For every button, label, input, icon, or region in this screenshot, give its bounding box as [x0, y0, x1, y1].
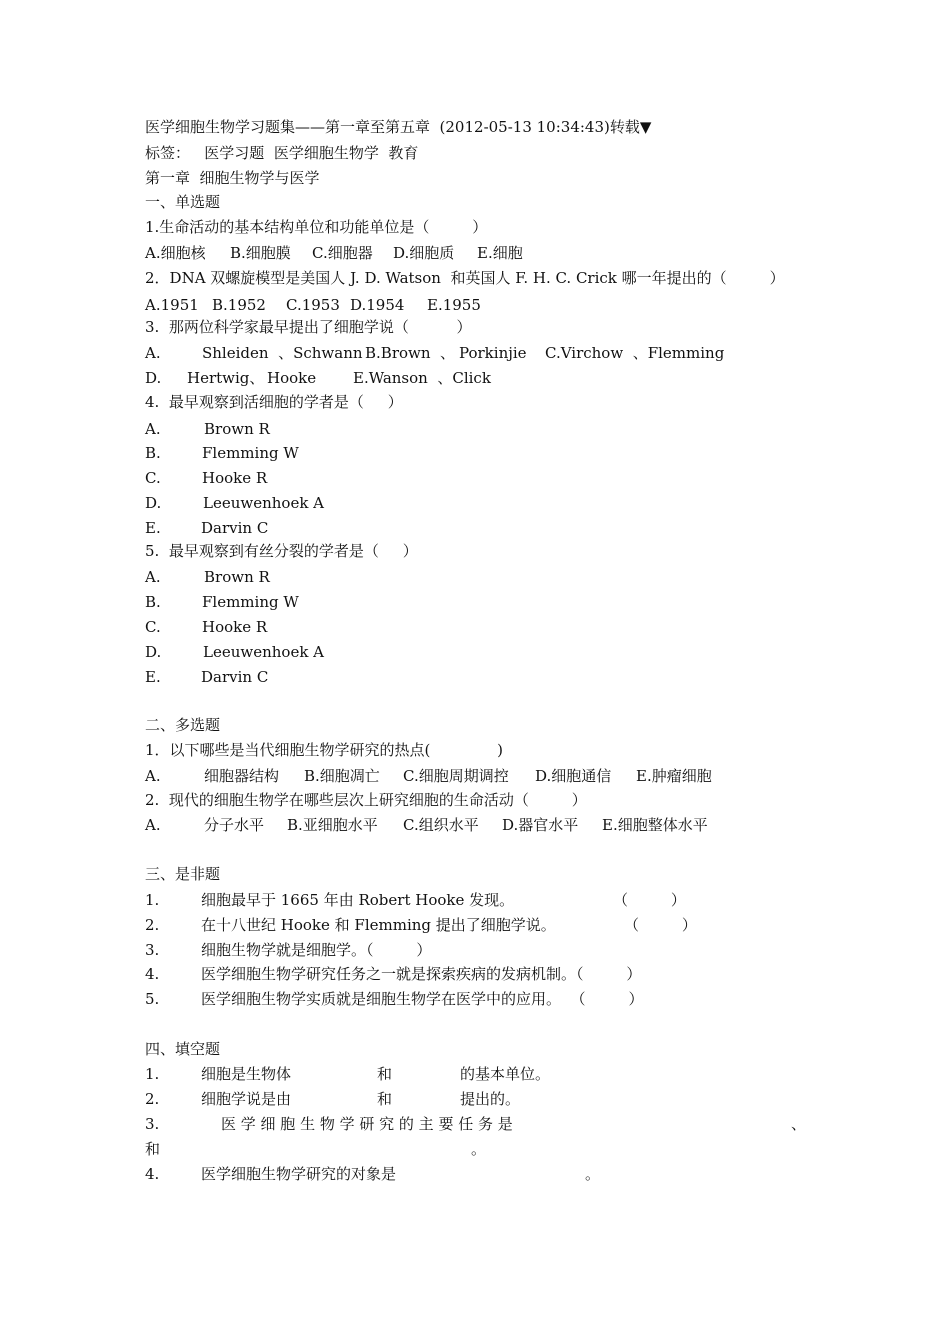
option: 分子水平 [204, 816, 265, 834]
item-text: 细胞是生物体 [201, 1065, 292, 1083]
option-row [145, 592, 545, 612]
fill-item [145, 1064, 845, 1084]
option-letter: E. [145, 668, 161, 686]
item-text: 医学细胞生物学研究的对象是 [201, 1165, 397, 1183]
option-text: Flemming W [202, 444, 299, 462]
item-text: 和 [145, 1140, 161, 1158]
item-text: 和 [377, 1065, 393, 1083]
item-number: 2. [145, 1090, 160, 1108]
option: D.细胞质 [393, 244, 455, 262]
option-letter: D. [145, 494, 162, 512]
option-text: Hooke R [202, 469, 268, 487]
option-row [145, 766, 845, 786]
option-letter: C. [145, 469, 161, 487]
option-row [145, 368, 845, 388]
answer-parens: （ ） [613, 891, 686, 909]
option-row [145, 295, 845, 315]
option-text: Brown R [204, 420, 270, 438]
fill-item [145, 1114, 815, 1134]
section-heading-tf: 三、是非题 [145, 865, 221, 883]
item-text: 细胞最早于 1665 年由 Robert Hooke 发现。 [201, 891, 515, 909]
option-row [145, 443, 545, 463]
option: E.Wanson 、Click [353, 369, 491, 387]
item-number: 3. [145, 1115, 160, 1133]
option-row [145, 343, 845, 363]
option-row [145, 468, 545, 488]
option-text: Darvin C [201, 668, 269, 686]
option-letter: E. [145, 519, 161, 537]
option: E.细胞整体水平 [602, 816, 708, 834]
option-row [145, 419, 545, 439]
fill-item [145, 1164, 845, 1184]
option-row [145, 667, 545, 687]
option: 细胞器结构 [204, 767, 280, 785]
option-row [145, 617, 545, 637]
item-text: 在十八世纪 Hooke 和 Flemming 提出了细胞学说。 [201, 916, 556, 934]
item-number: 1. [145, 891, 160, 909]
option: C.细胞周期调控 [403, 767, 509, 785]
fill-item [145, 1139, 845, 1159]
question-text: 1．以下哪些是当代细胞生物学研究的热点( ) [145, 741, 504, 759]
tf-item [145, 915, 845, 935]
item-number: 4. [145, 965, 160, 983]
chapter-title: 第一章 细胞生物学与医学 [145, 169, 320, 187]
option-letter: A. [145, 568, 161, 586]
tags-line: 标签： 医学习题 医学细胞生物学 教育 [145, 144, 419, 162]
item-text: 医学细胞生物学研究任务之一就是探索疾病的发病机制。（ ） [201, 965, 642, 983]
item-number: 1. [145, 1065, 160, 1083]
section-heading-multi: 二、多选题 [145, 716, 221, 734]
option: B.Brown 、 [365, 344, 456, 362]
tf-item [145, 890, 845, 910]
option-letter: D. [145, 643, 162, 661]
question-text: 5. 最早观察到有丝分裂的学者是（ ） [145, 542, 418, 560]
item-text: 。 [585, 1165, 601, 1183]
option-text: Leeuwenhoek A [203, 494, 325, 512]
option-row [145, 815, 845, 835]
question-text: 2. 现代的细胞生物学在哪些层次上研究细胞的生命活动（ ） [145, 791, 587, 809]
item-number: 5. [145, 990, 160, 1008]
document-title: 医学细胞生物学习题集——第一章至第五章 (2012-05-13 10:34:43)转载▼ [145, 118, 652, 136]
item-text: 提出的。 [460, 1090, 521, 1108]
option-letter: B. [145, 593, 161, 611]
option-text: Brown R [204, 568, 270, 586]
option: B.亚细胞水平 [287, 816, 378, 834]
option-letter: B. [145, 444, 161, 462]
option-row [145, 567, 545, 587]
question-text: 3. 那两位科学家最早提出了细胞学说（ ） [145, 318, 472, 336]
item-text: 、 [791, 1115, 807, 1133]
option: A. [145, 767, 161, 785]
option-row [145, 243, 845, 263]
tf-item [145, 940, 845, 960]
option: E.1955 [427, 296, 481, 314]
option: C.1953 [286, 296, 340, 314]
option: D.细胞通信 [535, 767, 612, 785]
option-row [145, 518, 545, 538]
option: E.细胞 [477, 244, 523, 262]
option: A.细胞核 [145, 244, 206, 262]
item-number: 2. [145, 916, 160, 934]
item-number: 3. [145, 941, 160, 959]
option: C.细胞器 [312, 244, 373, 262]
item-text: 细胞生物学就是细胞学。（ ） [201, 941, 432, 959]
option: A. [145, 816, 161, 834]
item-text: 医学细胞生物学实质就是细胞生物学在医学中的应用。 （ ） [201, 990, 644, 1008]
option: C.组织水平 [403, 816, 479, 834]
option: Porkinjie [459, 344, 527, 362]
option: D.器官水平 [502, 816, 579, 834]
question-text: 1.生命活动的基本结构单位和功能单位是（ ） [145, 218, 488, 236]
option: B.细胞凋亡 [304, 767, 380, 785]
option: Shleiden 、Schwann [202, 344, 363, 362]
option: A. [145, 344, 161, 362]
item-text: 和 [377, 1090, 393, 1108]
item-text: 的基本单位。 [460, 1065, 551, 1083]
item-number: 4. [145, 1165, 160, 1183]
option-text: Hooke R [202, 618, 268, 636]
item-text: 细胞学说是由 [201, 1090, 292, 1108]
option-text: Leeuwenhoek A [203, 643, 325, 661]
option: B.1952 [212, 296, 266, 314]
option-text: Flemming W [202, 593, 299, 611]
option-letter: A. [145, 420, 161, 438]
option: Hertwig、 [187, 369, 265, 387]
tf-item [145, 989, 845, 1009]
question-text: 2．DNA 双螺旋模型是美国人 J. D. Watson 和英国人 F. H. C. Crick 哪一年提出的（ ） [145, 269, 785, 287]
option: D.1954 [350, 296, 405, 314]
option-row [145, 642, 545, 662]
fill-item [145, 1089, 845, 1109]
option: B.细胞膜 [230, 244, 291, 262]
option-row [145, 493, 545, 513]
item-text: 。 [471, 1140, 487, 1158]
option: Hooke [267, 369, 317, 387]
answer-parens: （ ） [624, 916, 697, 934]
option: D. [145, 369, 162, 387]
item-text: 医 学 细 胞 生 物 学 研 究 的 主 要 任 务 是 [221, 1115, 513, 1133]
question-text: 4. 最早观察到活细胞的学者是（ ） [145, 393, 403, 411]
option: E.肿瘤细胞 [636, 767, 712, 785]
option: C.Virchow 、Flemming [545, 344, 725, 362]
option: A.1951 [145, 296, 199, 314]
section-heading-single: 一、单选题 [145, 193, 221, 211]
option-text: Darvin C [201, 519, 269, 537]
tf-item [145, 964, 845, 984]
option-letter: C. [145, 618, 161, 636]
section-heading-fill: 四、填空题 [145, 1040, 221, 1058]
